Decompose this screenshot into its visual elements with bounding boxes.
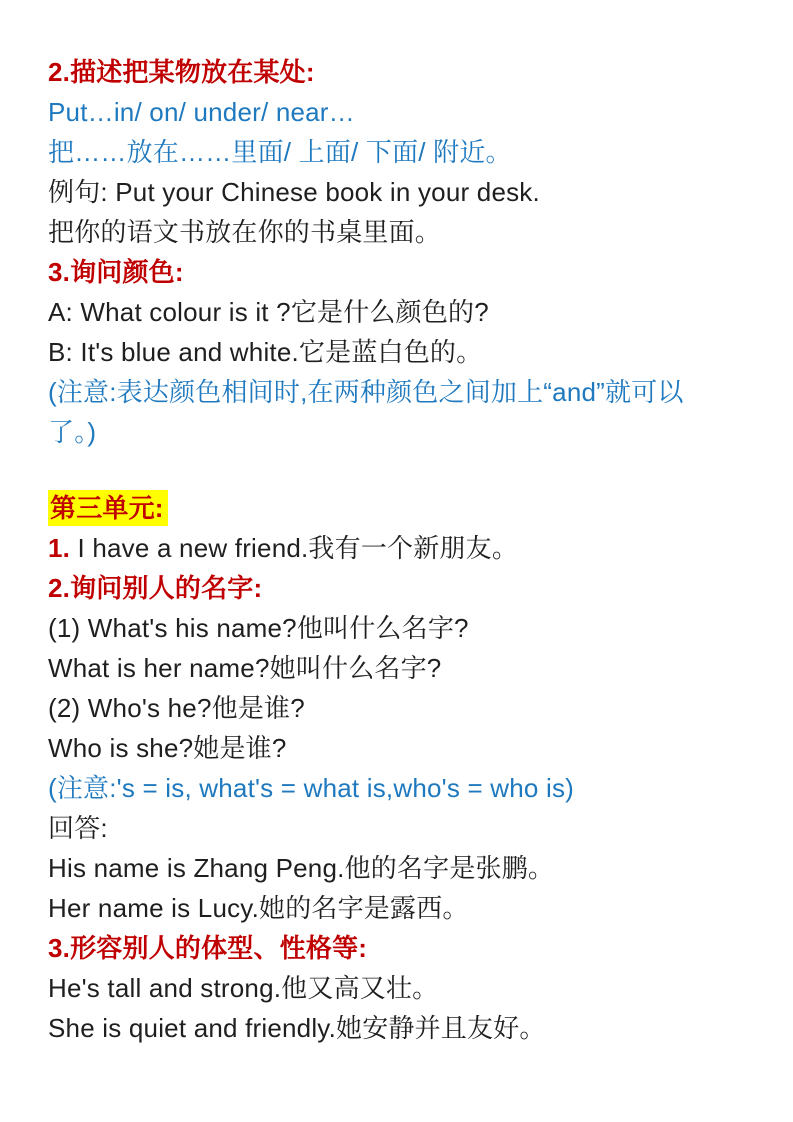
unit3-heading xyxy=(48,488,751,528)
text-segment-black: 例句: Put your Chinese book in your desk. xyxy=(48,177,540,207)
text-segment-black: He's tall and strong.他又高又壮。 xyxy=(48,973,439,1003)
text-segment-black: (2) Who's he?他是谁? xyxy=(48,693,305,723)
example-sentence-chinese xyxy=(48,212,751,252)
text-segment-black: A: What colour is it ?它是什么颜色的? xyxy=(48,297,489,327)
text-segment-black: Her name is Lucy.她的名字是露西。 xyxy=(48,893,469,923)
answer-her-name xyxy=(48,888,751,928)
text-segment-black: B: It's blue and white.它是蓝白色的。 xyxy=(48,337,483,367)
text-segment-blue: 把……放在……里面/ 上面/ 下面/ 附近。 xyxy=(48,137,512,167)
text-segment-blue: (注意:表达颜色相间时,在两种颜色之间加上“and”就可以 xyxy=(48,377,684,407)
question-who-she xyxy=(48,728,751,768)
text-segment-black: His name is Zhang Peng.他的名字是张鹏。 xyxy=(48,853,555,883)
question-his-name xyxy=(48,608,751,648)
describe-she xyxy=(48,1008,751,1048)
text-segment-black: Who is she?她是谁? xyxy=(48,733,287,763)
text-segment-black: 把你的语文书放在你的书桌里面。 xyxy=(48,217,442,247)
answer-label xyxy=(48,808,751,848)
answer-his-name xyxy=(48,848,751,888)
unit3-point1 xyxy=(48,528,751,568)
text-segment-black: 回答: xyxy=(48,813,108,843)
heading-describe-person xyxy=(48,928,751,968)
text-segment-red: 2.描述把某物放在某处: xyxy=(48,57,315,87)
question-her-name xyxy=(48,648,751,688)
text-segment-red: 1. xyxy=(48,533,71,563)
phrase-english xyxy=(48,92,751,132)
phrase-chinese xyxy=(48,132,751,172)
dialog-line-b xyxy=(48,332,751,372)
question-who-he xyxy=(48,688,751,728)
heading-ask-colour xyxy=(48,252,751,292)
text-segment-black: I have a new friend.我有一个新朋友。 xyxy=(70,533,519,563)
text-segment-black: She is quiet and friendly.她安静并且友好。 xyxy=(48,1013,546,1043)
example-sentence-english xyxy=(48,172,751,212)
text-segment-blue: (注意:'s = is, what's = what is,who's = who is) xyxy=(48,773,575,803)
text-segment-black: (1) What's his name?他叫什么名字? xyxy=(48,613,469,643)
dialog-line-a xyxy=(48,292,751,332)
note-colour-line1 xyxy=(48,372,751,412)
heading-ask-name xyxy=(48,568,751,608)
notes-content xyxy=(48,52,751,1048)
text-segment-red: 3.询问颜色: xyxy=(48,257,184,287)
text-segment-blue: 了。) xyxy=(48,417,97,447)
section-gap xyxy=(48,452,751,488)
text-segment-highlight: 第三单元: xyxy=(48,490,168,526)
text-segment-black: What is her name?她叫什么名字? xyxy=(48,653,442,683)
describe-he xyxy=(48,968,751,1008)
text-segment-blue: Put…in/ on/ under/ near… xyxy=(48,97,355,127)
text-segment-red: 2.询问别人的名字: xyxy=(48,573,263,603)
note-contractions xyxy=(48,768,751,808)
note-colour-line2 xyxy=(48,412,751,452)
text-segment-red: 3.形容别人的体型、性格等: xyxy=(48,933,368,963)
heading-put-object xyxy=(48,52,751,92)
